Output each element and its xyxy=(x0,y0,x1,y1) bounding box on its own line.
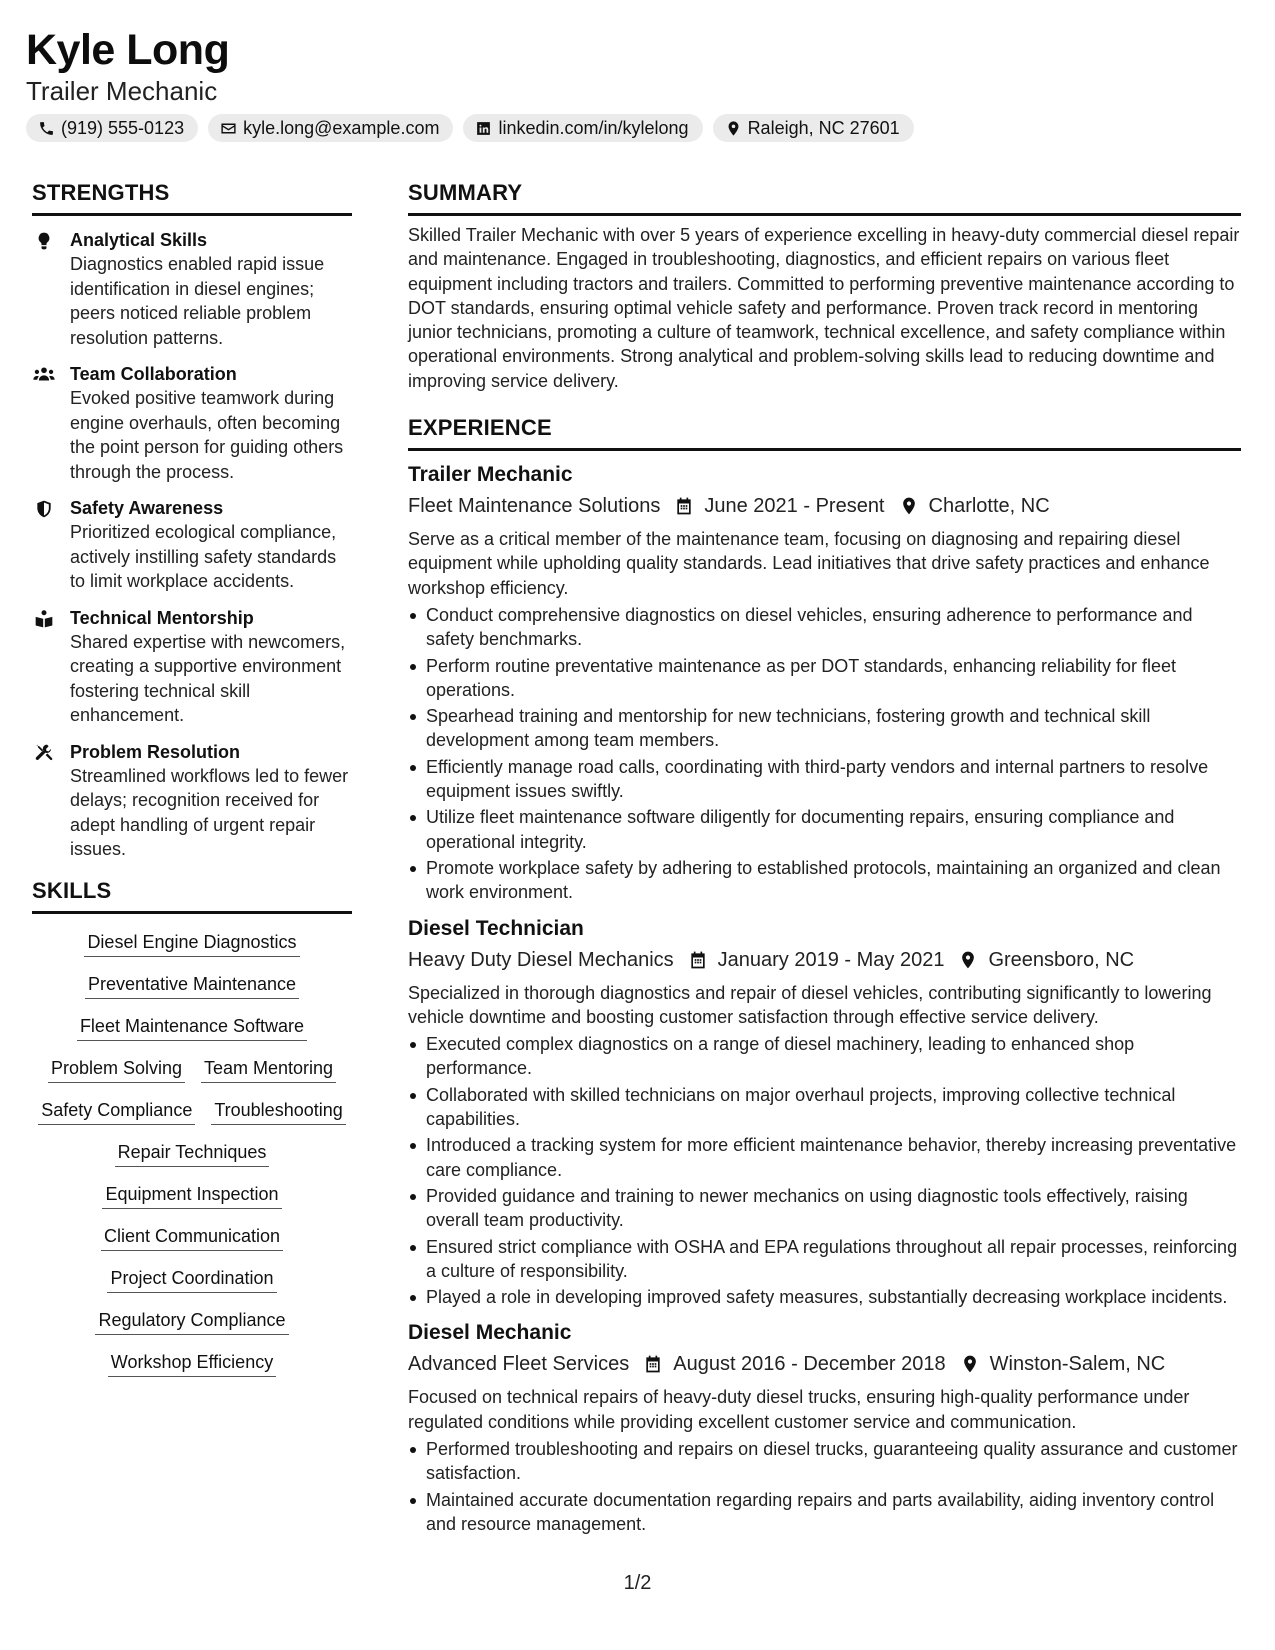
list-item: Executed complex diagnostics on a range of diesel machinery, leading to enhanced shop performance. xyxy=(408,1032,1241,1081)
contact-email[interactable] xyxy=(208,114,453,142)
summary-heading: SUMMARY xyxy=(408,178,1241,216)
job-company: Heavy Duty Diesel Mechanics xyxy=(408,948,674,971)
list-item: Efficiently manage road calls, coordinating with third-party vendors and internal partners to resolve equipment issues swiftly. xyxy=(408,755,1241,804)
strength-item xyxy=(32,606,352,728)
list-item: Perform routine preventative maintenance as per DOT standards, enhancing reliability for fleet operations. xyxy=(408,654,1241,703)
skill-tag: Project Coordination xyxy=(107,1267,276,1293)
contact-phone[interactable] xyxy=(26,114,198,142)
job-title: Diesel Technician xyxy=(408,916,584,940)
envelope-icon xyxy=(220,120,237,137)
strength-item xyxy=(32,740,352,862)
job-title: Diesel Mechanic xyxy=(408,1321,572,1345)
skill-tag: Safety Compliance xyxy=(38,1099,195,1125)
job-entry xyxy=(408,1319,1241,1536)
job-meta xyxy=(408,946,1241,974)
strengths-list xyxy=(32,228,352,862)
contact-location xyxy=(713,114,914,142)
right-column xyxy=(408,178,1241,1538)
job-description: Specialized in thorough diagnostics and repair of diesel vehicles, contributing significantly to lowering vehicle downtime and boosting customer satisfaction through effective service delivery. xyxy=(408,982,1212,1027)
list-item: Introduced a tracking system for more efficient maintenance behavior, thereby increasing preventative care compliance. xyxy=(408,1133,1241,1182)
job-description: Serve as a critical member of the maintenance team, focusing on diagnosing and repairing diesel equipment while upholding quality standards. Lead initiatives that drive safety practices and enhance workshop efficiency. xyxy=(408,529,1210,598)
experience-heading: EXPERIENCE xyxy=(408,413,1241,451)
strength-name: Safety Awareness xyxy=(70,498,224,518)
job-dates: August 2016 - December 2018 xyxy=(673,1353,946,1376)
list-item: Promote workplace safety by adhering to established protocols, maintaining an organized and clean work environment. xyxy=(408,856,1241,905)
strength-name: Technical Mentorship xyxy=(70,607,254,628)
book-reader-icon xyxy=(33,609,55,629)
job-dates: January 2019 - May 2021 xyxy=(717,948,945,971)
location-pin-icon xyxy=(958,950,978,970)
skill-tag: Equipment Inspection xyxy=(102,1183,281,1209)
job-description: Focused on technical repairs of heavy-duty diesel trucks, ensuring high-quality performance under regulated conditions while providing excellent customer service and communication. xyxy=(408,1387,1190,1432)
strength-name: Team Collaboration xyxy=(70,364,237,384)
job-location: Winston-Salem, NC xyxy=(989,1353,1166,1376)
job-bullets xyxy=(408,1437,1241,1536)
skill-tag: Team Mentoring xyxy=(201,1057,336,1083)
linkedin-icon xyxy=(475,120,492,137)
calendar-icon xyxy=(643,1354,663,1374)
list-item: Spearhead training and mentorship for new technicians, fostering growth and technical skill development among team members. xyxy=(408,704,1241,753)
skill-tag: Workshop Efficiency xyxy=(108,1351,276,1377)
contact-email-text: kyle.long@example.com xyxy=(243,117,440,138)
strengths-heading: STRENGTHS xyxy=(32,178,352,216)
calendar-icon xyxy=(688,950,708,970)
skill-tag: Fleet Maintenance Software xyxy=(77,1015,307,1041)
list-item: Provided guidance and training to newer mechanics on using diagnostic tools effectively, raising overall team productivity. xyxy=(408,1184,1241,1233)
users-icon xyxy=(33,365,55,385)
skills-list xyxy=(32,931,352,1377)
job-entry xyxy=(408,461,1241,904)
strength-description: Evoked positive teamwork during engine overhauls, often becoming the point person for guiding others through the process. xyxy=(70,388,344,482)
job-bullets xyxy=(408,1032,1241,1309)
job-location: Charlotte, NC xyxy=(928,495,1050,518)
list-item: Played a role in developing improved safety measures, substantially decreasing workplace incidents. xyxy=(408,1285,1241,1309)
list-item: Performed troubleshooting and repairs on diesel trucks, guaranteeing quality assurance and customer satisfaction. xyxy=(408,1437,1241,1486)
list-item: Collaborated with skilled technicians on major overhaul projects, improving collective technical capabilities. xyxy=(408,1083,1241,1132)
strength-description: Prioritized ecological compliance, actively instilling safety standards to limit workplace accidents. xyxy=(70,522,337,591)
job-title: Trailer Mechanic xyxy=(408,463,573,487)
page-number: 1/2 xyxy=(623,1572,652,1594)
list-item: Ensured strict compliance with OSHA and EPA regulations throughout all repair processes, reinforcing a culture of responsibility. xyxy=(408,1235,1241,1284)
job-dates: June 2021 - Present xyxy=(704,495,885,518)
contact-location-text: Raleigh, NC 27601 xyxy=(747,117,900,138)
location-pin-icon xyxy=(725,120,742,137)
skill-tag: Diesel Engine Diagnostics xyxy=(84,931,299,957)
phone-icon xyxy=(38,120,55,137)
skill-tag: Troubleshooting xyxy=(211,1099,345,1125)
left-column xyxy=(32,178,352,1377)
strength-item xyxy=(32,496,352,594)
strength-description: Diagnostics enabled rapid issue identification in diesel engines; peers noticed reliable problem resolution patterns. xyxy=(70,254,325,348)
job-location: Greensboro, NC xyxy=(988,948,1135,971)
location-pin-icon xyxy=(960,1354,980,1374)
job-meta xyxy=(408,492,1241,520)
skill-tag: Problem Solving xyxy=(48,1057,185,1083)
strength-description: Shared expertise with newcomers, creating a supportive environment fostering technical skill enhancement. xyxy=(70,631,346,725)
job-bullets xyxy=(408,603,1241,905)
shield-icon xyxy=(33,499,55,519)
lightbulb-icon xyxy=(33,231,55,251)
summary-text: Skilled Trailer Mechanic with over 5 years of experience excelling in heavy-duty commercial diesel repair and maintenance. Engaged in troubleshooting, diagnostics, and efficient repairs on various fleet equipment including tractors and trailers. Committed to performing preventive maintenance according to DOT standards, ensuring optimal vehicle safety and performance. Proven track record in mentoring junior technicians, promoting a culture of teamwork, technical excellence, and safety compliance within operational environments. Strong analytical and problem-solving skills lead to reducing downtime and improving service delivery. xyxy=(408,225,1240,391)
resume-header xyxy=(26,24,914,142)
skill-tag: Repair Techniques xyxy=(115,1141,270,1167)
strength-item xyxy=(32,228,352,350)
strength-item xyxy=(32,362,352,484)
strength-description: Streamlined workflows led to fewer delays; recognition received for adept handling of urgent repair issues. xyxy=(70,765,349,859)
skill-tag: Client Communication xyxy=(101,1225,283,1251)
strength-name: Analytical Skills xyxy=(70,230,208,250)
list-item: Conduct comprehensive diagnostics on diesel vehicles, ensuring adherence to performance and safety benchmarks. xyxy=(408,603,1241,652)
contact-bar xyxy=(26,114,914,142)
contact-phone-text: (919) 555-0123 xyxy=(61,117,185,138)
job-company: Fleet Maintenance Solutions xyxy=(408,495,661,518)
calendar-icon xyxy=(674,496,694,516)
list-item: Maintained accurate documentation regarding repairs and parts availability, aiding inventory control and resource management. xyxy=(408,1488,1241,1537)
list-item: Utilize fleet maintenance software diligently for documenting repairs, ensuring compliance and operational integrity. xyxy=(408,805,1241,854)
job-entry xyxy=(408,915,1241,1310)
skill-tag: Preventative Maintenance xyxy=(85,973,299,999)
location-pin-icon xyxy=(899,496,919,516)
candidate-title: Trailer Mechanic xyxy=(26,76,218,106)
tools-icon xyxy=(33,743,55,763)
candidate-name: Kyle Long xyxy=(26,26,230,74)
job-company: Advanced Fleet Services xyxy=(408,1353,630,1376)
job-meta xyxy=(408,1350,1241,1378)
strength-name: Problem Resolution xyxy=(70,741,241,762)
skills-heading: SKILLS xyxy=(32,876,352,914)
contact-linkedin-text: linkedin.com/in/kylelong xyxy=(498,117,689,138)
contact-linkedin[interactable] xyxy=(463,114,702,142)
skill-tag: Regulatory Compliance xyxy=(95,1309,288,1335)
